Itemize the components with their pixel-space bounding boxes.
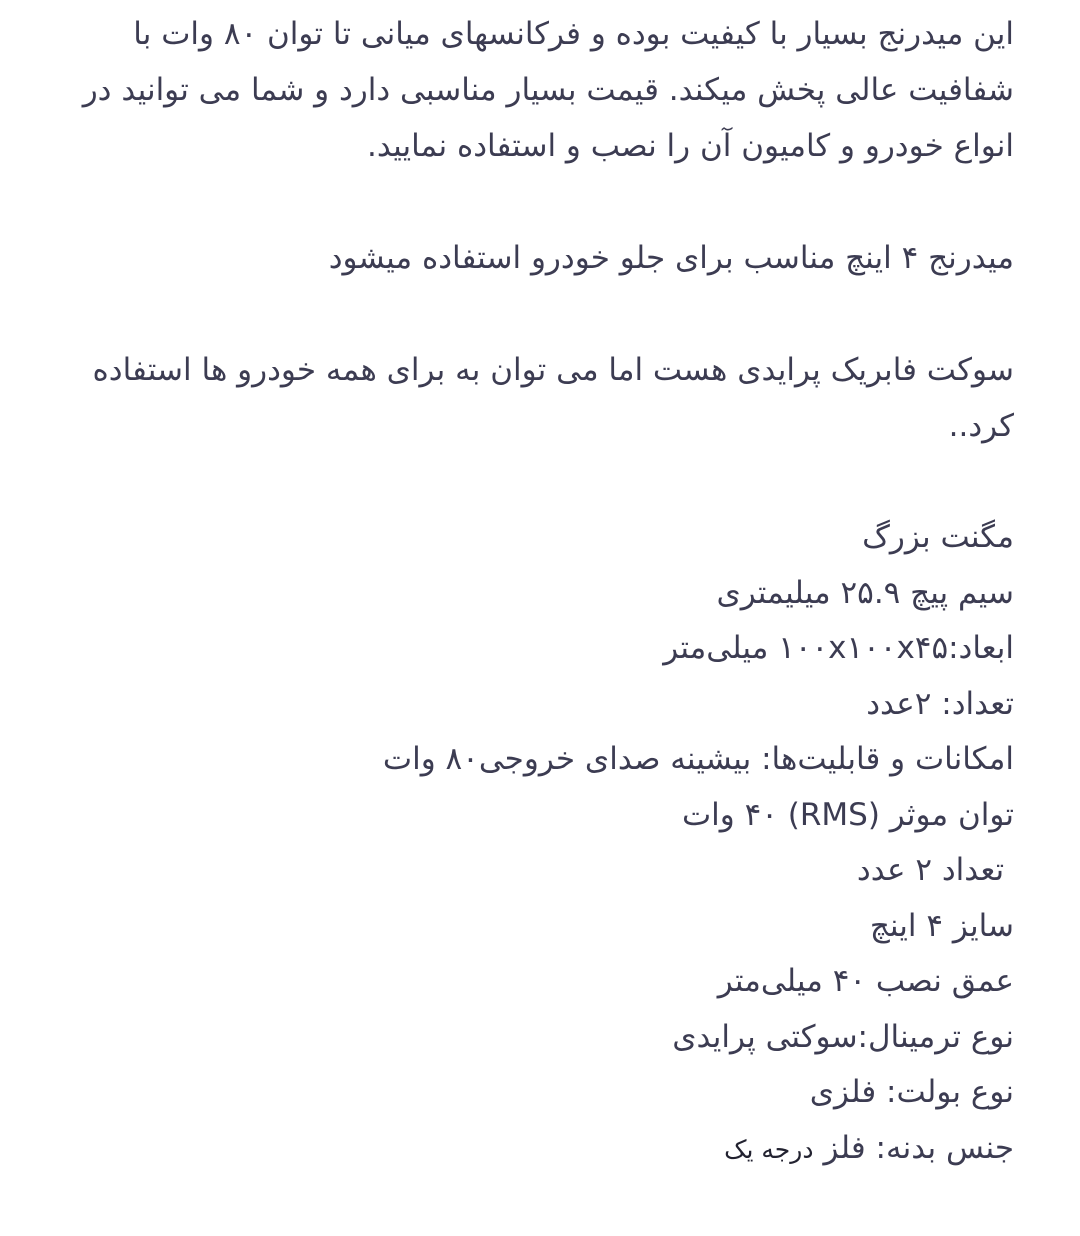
spec-bolt-type: نوع بولت: فلزی [809, 1074, 1014, 1110]
spec-list [68, 510, 1014, 1177]
front-usage-paragraph: میدرنج ۴ اینچ مناسب برای جلو خودرو استفاده میشود [328, 240, 1014, 276]
spec-quantity: تعداد: ۲عدد [866, 685, 1014, 722]
spec-dimensions: ابعاد:۱۰۰x۱۰۰x۴۵ میلی‌متر [663, 630, 1014, 666]
socket-note-paragraph: سوکت فابریک پرایدی هست اما می توان به برای همه خودرو ها استفاده کرد.. [92, 352, 1014, 444]
spec-terminal-type: نوع ترمینال:سوکتی پرایدی [672, 1018, 1014, 1055]
product-description [68, 6, 1014, 1177]
spec-body-material-label: جنس بدنه: فلز [823, 1129, 1014, 1166]
paragraph-gap [68, 174, 1014, 230]
spec-features: امکانات و قابلیت‌ها: بیشینه صدای خروجی۸۰ وات [382, 741, 1014, 777]
spec-rms-power: توان موثر (RMS) ۴۰ وات [681, 796, 1014, 833]
intro-paragraph: این میدرنج بسیار با کیفیت بوده و فرکانسهای میانی تا توان ۸۰ وات با شفافیت عالی پخش میکند. قیمت بسیار مناسبی دارد و شما می توانید در انواع خودرو و کامیون آن را نصب و استفاده نمایید. [82, 16, 1014, 164]
paragraph-gap [68, 286, 1014, 342]
spec-quantity-2: تعداد ۲ عدد [856, 852, 1014, 888]
paragraph-gap [68, 454, 1014, 510]
spec-voice-coil: سیم پیچ ۲۵.۹ میلیمتری [716, 574, 1014, 611]
spec-size: سایز ۴ اینچ [869, 907, 1014, 944]
spec-mount-depth: عمق نصب ۴۰ میلی‌متر [717, 963, 1014, 999]
spec-body-material-grade: درجه یک [724, 1134, 814, 1164]
spec-magnet: مگنت بزرگ [862, 519, 1014, 555]
spec-body-material [68, 1121, 1014, 1178]
